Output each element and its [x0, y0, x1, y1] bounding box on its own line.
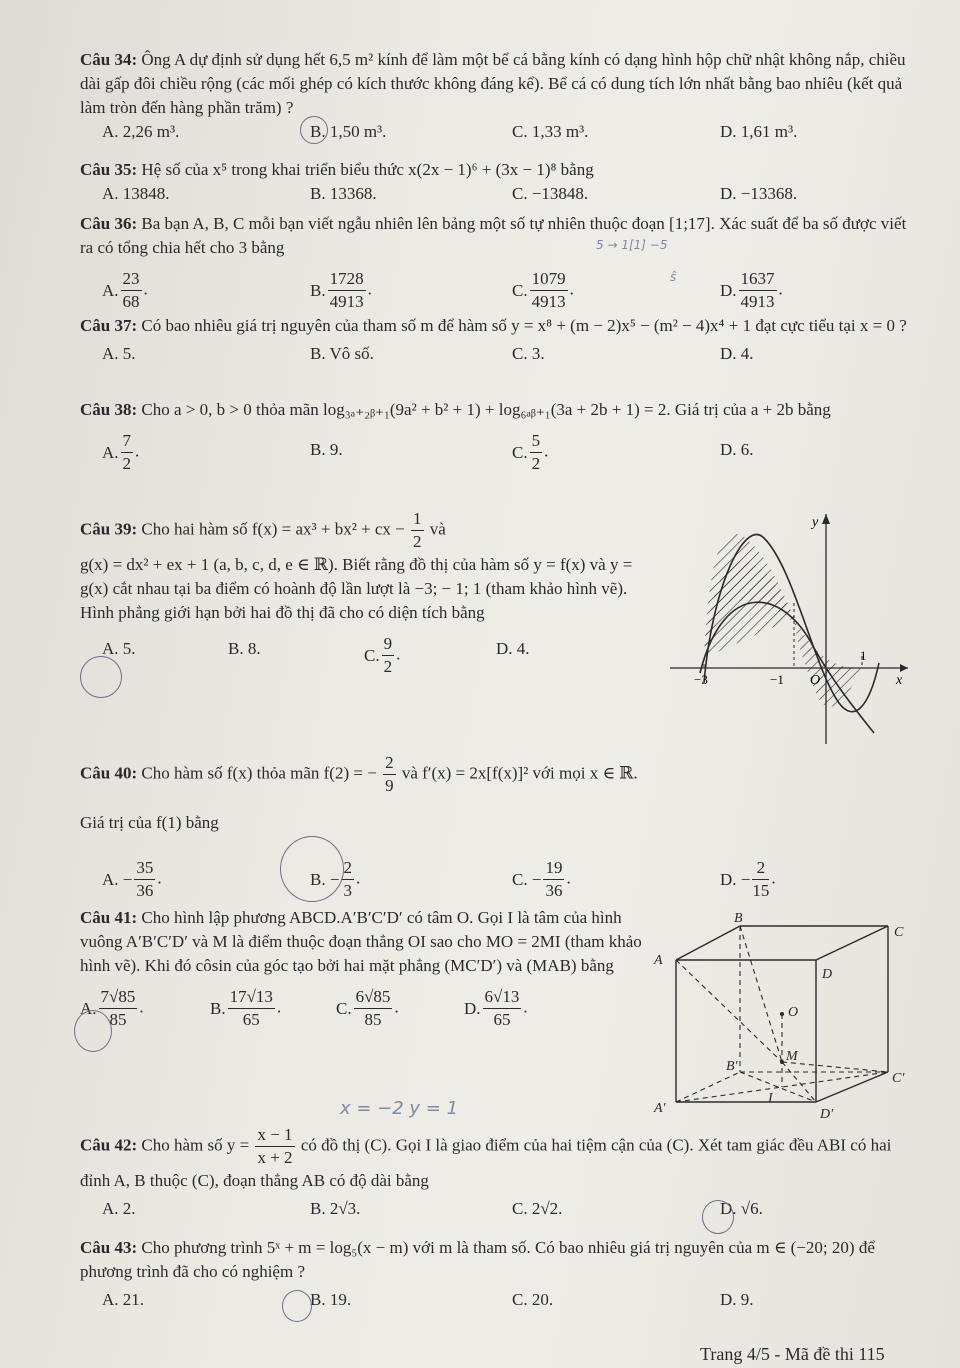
fraction [530, 430, 543, 475]
option-letter: B. [228, 639, 244, 658]
question-text: Cho hình lập phương ABCD.A′B′C′D′ có tâm O. Gọi I là tâm của hình vuông A′B′C′D′ và M là điểm thuộc đoạn thẳng OI sao cho MO = 2MI (tham khảo hình vẽ). Khi đó côsin của góc tạo bởi hai mặt phẳng (MC′D′) và (MAB) bằng [80, 908, 642, 975]
option-letter: D. [720, 440, 737, 459]
option-letter: B. [210, 998, 226, 1018]
label-C: C [894, 925, 904, 940]
denominator: 2 [531, 454, 541, 473]
question-label: Câu 40: [80, 763, 138, 783]
page-footer: Trang 4/5 - Mã đề thi 115 [700, 1344, 885, 1364]
label-B1: B′ [726, 1059, 738, 1074]
question-label: Câu 36: [80, 214, 138, 233]
question-text: Có bao nhiêu giá trị nguyên của tham số m để hàm số y = x⁸ + (m − 2)x⁵ − (m² − 4)x⁴ + 1 đạt cực tiểu tại x = 0 ? [141, 316, 907, 335]
question-label: Câu 34: [80, 50, 138, 69]
question-42-stem [80, 1124, 914, 1193]
numerator: 1 [411, 508, 424, 531]
option-a[interactable]: A. 2. [102, 1199, 136, 1218]
denominator: 85 [109, 1010, 127, 1029]
option-c[interactable]: C. −13848. [512, 184, 589, 203]
question-38-stem [80, 398, 914, 422]
option-letter: A. [80, 998, 97, 1018]
option-letter: D. [464, 998, 481, 1018]
option-d[interactable]: D. 4. [720, 344, 754, 363]
numerator: 2 [341, 857, 354, 880]
question-text: Cho hai hàm số f(x) = ax³ + bx² + cx − [141, 519, 405, 539]
label-O: O [788, 1005, 799, 1020]
label-I: I [768, 1091, 773, 1106]
label-A1: A′ [654, 1101, 666, 1116]
denominator: 36 [136, 881, 154, 900]
numerator: 2 [752, 857, 769, 880]
question-37 [80, 314, 914, 370]
segment-AM [676, 960, 782, 1062]
question-41-stem [80, 906, 654, 978]
tick-label-neg3: −3 [694, 672, 708, 687]
options [80, 1288, 914, 1316]
numerator: 23 [121, 268, 142, 291]
denominator: 2 [413, 532, 422, 551]
option-b[interactable] [228, 637, 261, 661]
option-d[interactable]: D. $\frac{6√13}{65}$ . [464, 987, 528, 1029]
cube-figure [652, 912, 912, 1124]
segment-MD1 [782, 1062, 816, 1102]
denominator: 3 [343, 881, 352, 900]
question-39 [80, 508, 660, 679]
options [80, 849, 914, 903]
option-c[interactable]: C. − $\frac{19}{36}$ . [512, 858, 571, 900]
options [80, 342, 914, 370]
tick-label-neg1: −1 [770, 672, 784, 687]
edge-AB [676, 926, 740, 960]
option-a[interactable]: A. $\frac{7}{2}$ . [102, 431, 140, 473]
option-value: 5. [122, 639, 136, 658]
option-value: 9. [329, 440, 343, 459]
denominator: 2 [383, 657, 393, 676]
label-B: B [734, 912, 743, 926]
option-c[interactable]: C. $\frac{1079}{4913}$ . [512, 269, 574, 311]
denominator: 4913 [740, 292, 775, 311]
question-text: Hệ số của x⁵ trong khai triển biểu thức x(2x − 1)⁶ + (3x − 1)⁸ bằng [141, 160, 594, 179]
option-d[interactable]: D. 1,61 m³. [720, 122, 798, 141]
option-letter: D. [720, 280, 737, 300]
question-42 [80, 1124, 914, 1225]
denominator: 4913 [329, 292, 364, 311]
edge-A1B1-hidden [676, 1072, 740, 1102]
option-b[interactable]: B. 13368. [310, 184, 377, 203]
options [80, 182, 914, 210]
fraction [121, 268, 142, 313]
numerator: 6√13 [483, 986, 522, 1009]
handwritten-note-q42: x = −2 y = 1 [340, 1098, 459, 1119]
option-c[interactable]: C. 1,33 m³. [512, 122, 589, 141]
question-label: Câu 43: [80, 1238, 138, 1257]
option-b[interactable]: B. − $\frac{2}{3}$ . [310, 858, 361, 900]
denominator: 2 [122, 454, 132, 473]
question-43-stem [80, 1236, 914, 1284]
question-text-end: và [429, 519, 446, 539]
fraction [483, 986, 522, 1031]
numerator: 5 [530, 430, 543, 453]
option-letter: A. − [102, 869, 133, 889]
fraction [328, 268, 366, 313]
question-label: Câu 37: [80, 316, 138, 335]
handwritten-note-q36: 5 → 1[1] −5 [596, 238, 668, 252]
label-D1: D′ [820, 1107, 834, 1122]
option-b[interactable]: B. Vô số. [310, 344, 374, 363]
point-M [780, 1060, 784, 1064]
option-a[interactable]: A. − $\frac{35}{36}$ . [102, 858, 162, 900]
numerator: x − 1 [255, 1124, 294, 1147]
denominator: 85 [364, 1010, 382, 1029]
fraction [530, 268, 568, 313]
option-b[interactable]: B. 1,50 m³. [310, 122, 387, 141]
edge-DC [816, 926, 888, 960]
options [80, 625, 660, 679]
options [80, 120, 914, 148]
option-a[interactable]: A. $\frac{23}{68}$ . [102, 269, 148, 311]
option-b[interactable]: B. $\frac{17√13}{65}$ . [210, 987, 282, 1029]
option-c[interactable]: C. $\frac{6√85}{85}$ . [336, 987, 399, 1029]
question-35-stem [80, 158, 914, 182]
option-letter: C. [512, 280, 528, 300]
option-letter: A. [102, 280, 119, 300]
numerator: 17√13 [228, 986, 275, 1009]
option-a[interactable]: A. 2,26 m³. [102, 122, 180, 141]
option-a[interactable]: A. 21. [102, 1290, 145, 1309]
function-graph-figure [664, 508, 914, 748]
options [80, 260, 914, 314]
label-M: M [786, 1049, 798, 1064]
option-letter: B. [310, 280, 326, 300]
fraction [383, 752, 396, 797]
x-axis-arrow [900, 664, 908, 672]
fraction [354, 986, 393, 1031]
numerator: 7 [121, 430, 134, 453]
diag-B1D1 [740, 1072, 816, 1102]
question-40 [80, 752, 914, 903]
option-b[interactable]: B. $\frac{1728}{4913}$ . [310, 269, 372, 311]
option-c[interactable]: C. $\frac{9}{2}$ . [364, 634, 401, 676]
question-36-stem [80, 212, 914, 260]
option-letter: A. [102, 639, 119, 658]
option-letter: D. − [720, 869, 751, 889]
question-35 [80, 158, 914, 210]
option-b[interactable]: B. 19. [310, 1290, 352, 1309]
answer-circle-q40 [280, 836, 344, 902]
question-37-stem [80, 314, 914, 338]
question-text: Ba bạn A, B, C mỗi bạn viết ngẫu nhiên lên bảng một số tự nhiên thuộc đoạn [1;17]. Xác suất để ba số được viết ra có tổng chia hết cho 3 bằng [80, 214, 907, 257]
question-text: Cho hàm số y = [141, 1135, 250, 1155]
denominator: 15 [752, 881, 770, 900]
options [80, 1197, 914, 1225]
tick-label-1: 1 [860, 648, 867, 663]
label-C1: C′ [892, 1071, 905, 1086]
fraction [134, 857, 155, 902]
numerator: 9 [382, 633, 395, 656]
edge-D1C1 [816, 1072, 888, 1102]
option-value: 8. [247, 639, 261, 658]
option-c[interactable]: C. 20. [512, 1290, 554, 1309]
option-b[interactable] [310, 438, 343, 462]
question-label: Câu 38: [80, 400, 138, 419]
label-D: D [822, 967, 833, 982]
option-letter: B. − [310, 869, 340, 889]
answer-circle-q43 [282, 1290, 312, 1322]
option-letter: C. [512, 442, 528, 462]
option-value: 4. [516, 639, 530, 658]
question-38 [80, 398, 914, 476]
denominator: 65 [493, 1010, 511, 1029]
option-d[interactable] [496, 637, 530, 661]
denominator: 9 [385, 776, 394, 795]
option-letter: B. [310, 440, 326, 459]
question-36 [80, 212, 914, 314]
fraction [228, 986, 275, 1031]
options [80, 422, 914, 476]
question-text: Ông A dự định sử dụng hết 6,5 m² kính để làm một bể cá bằng kính có dạng hình hộp chữ nhật không nắp, chiều dài gấp đôi chiều rộng (các mối ghép có kích thước không đáng kể). Bể cá có dung tích lớn nhất bằng bao nhiêu (kết quả làm tròn đến hàng phần trăm) ? [80, 50, 906, 117]
option-letter: C. [364, 645, 380, 665]
question-label: Câu 42: [80, 1135, 138, 1155]
option-d[interactable]: D. 9. [720, 1290, 754, 1309]
y-axis-arrow [822, 514, 830, 524]
answer-circle-q42 [702, 1200, 734, 1234]
question-39-line2: g(x) = dx² + ex + 1 (a, b, c, d, e ∈ ℝ). Biết rằng đồ thị của hàm số y = f(x) và y = g(x) cắt nhau tại ba điểm có hoành độ lần lượt là −3; − 1; 1 (tham khảo hình vẽ). Hình phẳng giới hạn bởi hai đồ thị đã cho có diện tích bằng [80, 555, 633, 622]
question-label: Câu 41: [80, 908, 138, 927]
fraction [543, 857, 564, 902]
option-c[interactable]: C. $\frac{5}{2}$ . [512, 431, 549, 473]
question-text: Cho phương trình 5ˣ + m = log₅(x − m) với m là tham số. Có bao nhiêu giá trị nguyên của m ∈ (−20; 20) để phương trình đã cho có nghiệm ? [80, 1238, 875, 1281]
question-39-line1 [80, 508, 660, 553]
option-d[interactable] [720, 438, 754, 462]
question-41 [80, 906, 654, 1032]
options [80, 978, 654, 1032]
answer-circle-q34 [300, 116, 328, 144]
y-axis-label: y [812, 515, 819, 530]
denominator: x + 2 [257, 1148, 293, 1167]
option-c[interactable]: C. 3. [512, 344, 545, 363]
segment-MC1 [782, 1062, 888, 1072]
denominator: 4913 [531, 292, 566, 311]
numerator: 19 [543, 857, 564, 880]
origin-label: O [810, 673, 821, 688]
question-34 [80, 48, 914, 148]
fraction [121, 430, 134, 475]
answer-circle-q39 [80, 656, 122, 698]
handwritten-note-q36b: ŝ [670, 270, 677, 284]
option-d[interactable]: D. −13368. [720, 184, 798, 203]
numerator: 6√85 [354, 986, 393, 1009]
question-label: Câu 35: [80, 160, 138, 179]
denominator: 68 [122, 292, 140, 311]
option-d[interactable]: D. √6. [720, 1199, 763, 1218]
option-a[interactable]: A. $\frac{7√85}{85}$ . [80, 987, 144, 1029]
x-axis-label: x [896, 673, 903, 688]
option-letter: D. [496, 639, 513, 658]
option-d[interactable]: D. $\frac{1637}{4913}$ . [720, 269, 783, 311]
question-43 [80, 1236, 914, 1316]
fraction [739, 268, 777, 313]
question-40-line1 [80, 752, 914, 797]
question-text-end: có đồ thị (C). Gọi I là giao điểm của hai tiệm cận của (C). Xét tam giác đều ABI có hai đỉnh A, B thuộc (C), đoạn thẳng AB có độ dài bằng [80, 1135, 892, 1190]
answer-circle-q41 [74, 1010, 112, 1052]
question-34-stem [80, 48, 914, 120]
question-text: Cho hàm số f(x) thỏa mãn f(2) = − [141, 763, 377, 783]
option-value: 6. [740, 440, 754, 459]
numerator: 1637 [739, 268, 777, 291]
option-a[interactable]: A. 13848. [102, 184, 170, 203]
option-b[interactable]: B. 2√3. [310, 1199, 361, 1218]
option-a[interactable]: A. 5. [102, 344, 136, 363]
option-c[interactable]: C. 2√2. [512, 1199, 563, 1218]
fraction [752, 857, 769, 902]
label-A: A [654, 953, 663, 968]
numerator: 1728 [328, 268, 366, 291]
numerator: 2 [383, 752, 396, 775]
option-letter: A. [102, 442, 119, 462]
question-text: Cho a > 0, b > 0 thỏa mãn log₃ₐ₊₂ᵦ₊₁(9a² + b² + 1) + log₆ₐᵦ₊₁(3a + 2b + 1) = 2. Giá trị của a + 2b bằng [141, 400, 831, 419]
fraction [382, 633, 395, 678]
question-40-line2: Giá trị của f(1) bằng [80, 813, 219, 832]
denominator: 36 [545, 881, 563, 900]
numerator: 35 [134, 857, 155, 880]
point-O [780, 1012, 784, 1016]
question-label: Câu 39: [80, 519, 138, 539]
fraction-one-half [411, 508, 424, 553]
question-text-end: và f′(x) = 2x[f(x)]² với mọi x ∈ ℝ. [401, 763, 638, 783]
option-letter: C. [336, 998, 352, 1018]
fraction [255, 1124, 294, 1169]
option-letter: C. − [512, 869, 542, 889]
numerator: 7√85 [99, 986, 138, 1009]
option-d[interactable]: D. − $\frac{2}{15}$ . [720, 858, 776, 900]
numerator: 1079 [530, 268, 568, 291]
denominator: 65 [242, 1010, 260, 1029]
